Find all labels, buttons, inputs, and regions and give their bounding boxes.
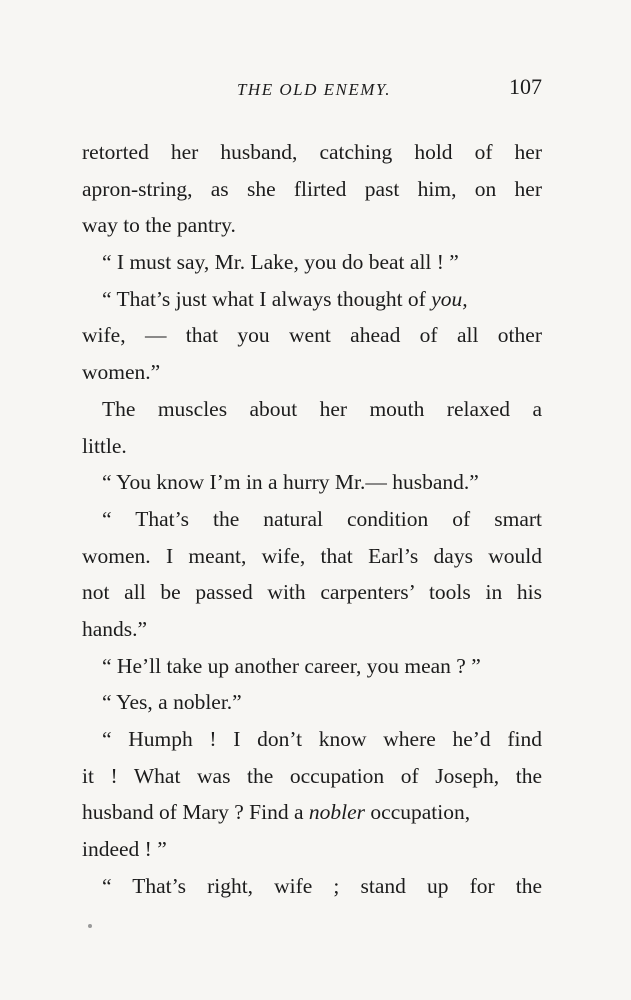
- text-line: “ He’ll take up another career, you mean ? ”: [102, 653, 481, 678]
- text-line: retorted her husband, catching hold of her: [82, 140, 542, 164]
- text-span: husband of Mary ? Find a: [82, 800, 304, 825]
- text-line: wife, — that you went ahead of all other: [82, 323, 542, 348]
- text-line: not all be passed with carpenters’ tools in his: [82, 580, 542, 605]
- paper-speck: [88, 924, 92, 928]
- text-line: women. I meant, wife, that Earl’s days would: [82, 543, 542, 568]
- running-title: THE OLD ENEMY.: [236, 80, 392, 99]
- text-line: [82, 794, 542, 831]
- body-text: [82, 134, 542, 904]
- text-line: way to the pantry.: [82, 213, 236, 238]
- text-line: women.”: [82, 360, 161, 385]
- text-line: [82, 281, 542, 318]
- emphasis-text: you,: [431, 286, 468, 311]
- text-line: “ You know I’m in a hurry Mr.— husband.”: [102, 470, 479, 495]
- text-line: it ! What was the occupation of Joseph, the: [82, 763, 542, 788]
- page-header: [84, 74, 544, 104]
- text-span: “ That’s just what I always thought of: [102, 286, 426, 311]
- text-span: occupation,: [370, 800, 471, 825]
- text-line: apron-string, as she flirted past him, on her: [82, 176, 542, 201]
- text-line: “ That’s right, wife ; stand up for the: [102, 873, 542, 898]
- text-line: little.: [82, 433, 127, 458]
- text-line: “ Yes, a nobler.”: [102, 690, 242, 715]
- text-line: hands.”: [82, 616, 148, 641]
- text-line: The muscles about her mouth relaxed a: [102, 396, 542, 421]
- text-line: “ Humph ! I don’t know where he’d find: [102, 727, 542, 751]
- emphasis-text: nobler: [308, 800, 366, 825]
- text-line: indeed ! ”: [82, 837, 167, 862]
- page-number: 107: [509, 74, 542, 99]
- text-line: “ That’s the natural condition of smart: [102, 506, 542, 531]
- text-line: “ I must say, Mr. Lake, you do beat all ! ”: [102, 250, 459, 275]
